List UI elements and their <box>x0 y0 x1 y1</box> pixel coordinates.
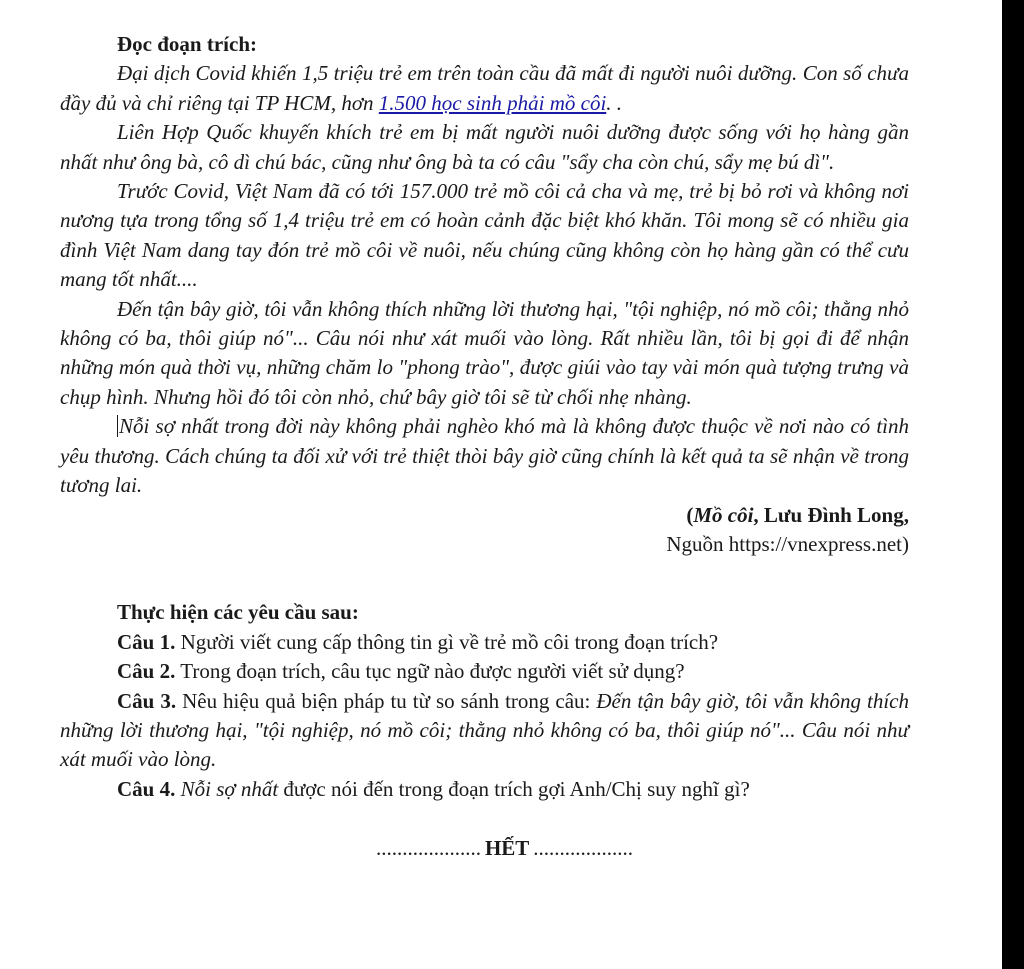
question-3-label: Câu 3. <box>117 688 177 713</box>
passage-paragraph-1 <box>60 59 909 118</box>
source-link[interactable]: 1.500 học sinh phải mồ côi <box>378 90 607 115</box>
question-4-label: Câu 4. <box>117 776 176 801</box>
document-page <box>60 30 909 864</box>
tasks-heading: Thực hiện các yêu cầu sau: <box>117 600 359 625</box>
question-1-label: Câu 1. <box>117 629 176 654</box>
right-edge-bar <box>1002 0 1024 969</box>
question-3-text: Nêu hiệu quả biện pháp tu từ so sánh trong câu: <box>176 688 597 713</box>
passage-paragraph-3: Trước Covid, Việt Nam đã có tới 157.000 trẻ mồ côi cả cha và mẹ, trẻ bị bỏ rơi và không nơi nương tựa trong tổng số 1,4 triệu trẻ em có hoàn cảnh đặc biệt khó khăn. Tôi mong sẽ có nhiều gia đình Việt Nam dang tay đón trẻ mồ côi về nuôi, nếu chúng cũng không còn họ hàng gần có thể cưu mang tốt nhất.... <box>60 179 909 292</box>
source-citation <box>60 501 909 530</box>
end-marker <box>60 834 909 863</box>
text-cursor <box>117 415 118 437</box>
passage-paragraph-2: Liên Hợp Quốc khuyến khích trẻ em bị mất người nuôi dưỡng được sống với họ hàng gần nhất như ông bà, cô dì chú bác, cũng như ông bà ta có câu "sẩy cha còn chú, sẩy mẹ bú dì". <box>60 120 909 174</box>
question-1-text: Người viết cung cấp thông tin gì về trẻ mồ côi trong đoạn trích? <box>175 629 719 654</box>
passage-paragraph-5 <box>60 412 909 500</box>
question-4-text: được nói đến trong đoạn trích gợi Anh/Chị suy nghĩ gì? <box>278 776 750 801</box>
question-4 <box>60 775 909 804</box>
end-dots-left: .................... <box>375 836 481 861</box>
question-2-label: Câu 2. <box>117 659 176 684</box>
passage-p5-text: Nỗi sợ nhất trong đời này không phải nghèo khó mà là không được thuộc về nơi nào có tình yêu thương. Cách chúng ta đối xử với trẻ thiệt thòi bây giờ cũng chính là kết quả ta sẽ nhận về trong tương lai. <box>60 414 909 498</box>
source-open-paren: ( <box>686 502 694 527</box>
passage-p1-text: Đại dịch Covid khiến 1,5 triệu trẻ em trên toàn cầu đã mất đi người nuôi dưỡng. Con số chưa đầy đủ và chỉ riêng tại TP HCM, hơn <box>60 61 909 115</box>
source-author: , Lưu Đình Long, <box>753 502 909 527</box>
question-4-quote: Nỗi sợ nhất <box>180 776 279 801</box>
source-url: Nguồn https://vnexpress.net) <box>666 531 909 556</box>
tasks-section <box>60 598 909 804</box>
question-2-text: Trong đoạn trích, câu tục ngữ nào được người viết sử dụng? <box>175 659 685 684</box>
end-word: HẾT <box>484 836 530 861</box>
reading-heading: Đọc đoạn trích: <box>117 32 257 56</box>
question-3-quote: Đến tận bây giờ, tôi vẫn không thích những lời thương hại, "tội nghiệp, nó mồ côi; thằng nhỏ không có ba, thôi giúp nó"... Câu nói như xát muối vào lòng. <box>60 688 909 772</box>
end-dots-right: ................... <box>533 836 634 861</box>
question-2 <box>60 657 909 686</box>
passage-p1-end: . . <box>606 90 623 115</box>
question-3 <box>60 687 909 775</box>
source-title: Mồ côi <box>693 502 754 527</box>
passage-paragraph-4: Đến tận bây giờ, tôi vẫn không thích những lời thương hại, "tội nghiệp, nó mồ côi; thằng nhỏ không có ba, thôi giúp nó"... Câu nói như xát muối vào lòng. Rất nhiều lần, tôi bị gọi đi để nhận những món quà thời vụ, những chăm lo "phong trào", được giúi vào tay vài món quà tượng trưng và chụp hình. Nhưng hồi đó tôi còn nhỏ, chứ bây giờ tôi sẽ từ chối nhẹ nhàng. <box>60 296 909 409</box>
question-1 <box>60 628 909 657</box>
